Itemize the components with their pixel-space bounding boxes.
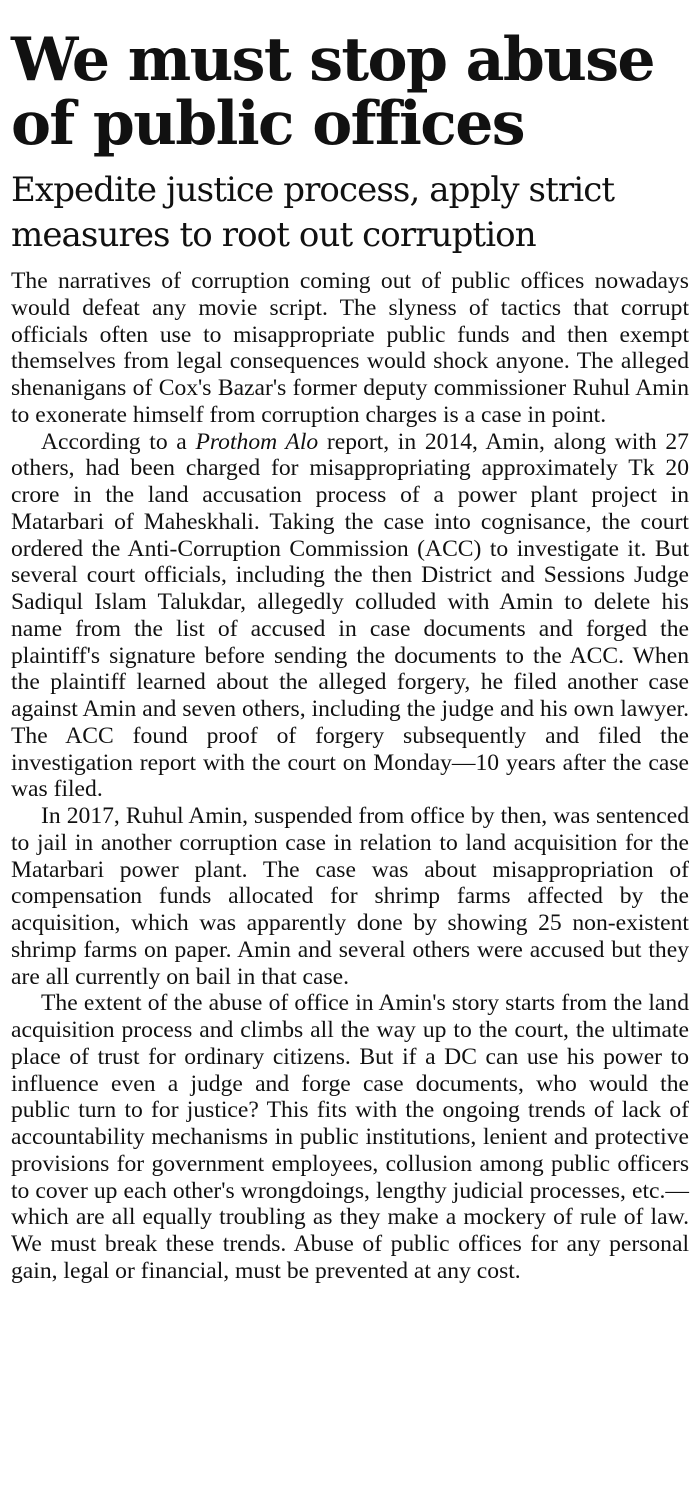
- subheadline: Expedite justice process, apply strict measures to root out corruption: [11, 170, 615, 255]
- paragraph-4: The extent of the abuse of office in Amin's story starts from the land acquisition process and climbs all the way up to the court, the ultimate place of trust for ordinary citizens. But if a DC can use his power to influence even a judge and forge case documents, who would the public turn to for justice? This fits with the ongoing trends of lack of accountability mechanisms in public institutions, lenient and protective provisions for government employees, collusion among public officers to cover up each other's wrongdoings, lengthy judicial processes, etc.—which are all equally troubling as they make a mockery of rule of law. We must break these trends. Abuse of public offices for any personal gain, legal or financial, must be prevented at any cost.: [11, 990, 689, 1284]
- paragraph-2-lead: According to a: [41, 428, 196, 455]
- article-body: [11, 268, 689, 1285]
- paragraph-2-rest: report, in 2014, Amin, along with 27 others, had been charged for misappropriating approximately Tk 20 crore in the land accusation process of a power plant project in Matarbari of Maheskhali. Taking the case into cognisance, the court ordered the Anti-Corruption Commission (ACC) to investigate it. But several court officials, including the then District and Sessions Judge Sadiqul Islam Talukdar, allegedly colluded with Amin to delete his name from the list of accused in case documents and forged the plaintiff's signature before sending the documents to the ACC. When the plaintiff learned about the alleged forgery, he filed another case against Amin and seven others, including the judge and his own lawyer. The ACC found proof of forgery subsequently and filed the investigation report with the court on Monday—10 years after the case was filed.: [11, 428, 689, 803]
- source-publication: Prothom Alo: [195, 428, 319, 455]
- paragraph-2: [11, 429, 689, 804]
- paragraph-3: In 2017, Ruhul Amin, suspended from office by then, was sentenced to jail in another corruption case in relation to land acquisition for the Matarbari power plant. The case was about misappropriation of compensation funds allocated for shrimp farms affected by the acquisition, which was apparently done by showing 25 non-existent shrimp farms on paper. Amin and several others were accused but they are all currently on bail in that case.: [11, 803, 689, 990]
- paragraph-1: The narratives of corruption coming out of public offices nowadays would defeat any movie script. The slyness of tactics that corrupt officials often use to misappropriate public funds and then exempt themselves from legal consequences would shock anyone. The alleged shenanigans of Cox's Bazar's former deputy commissioner Ruhul Amin to exonerate himself from corruption charges is a case in point.: [11, 268, 689, 428]
- headline: We must stop abuse of public offices: [11, 25, 655, 159]
- editorial-article: [11, 0, 689, 1285]
